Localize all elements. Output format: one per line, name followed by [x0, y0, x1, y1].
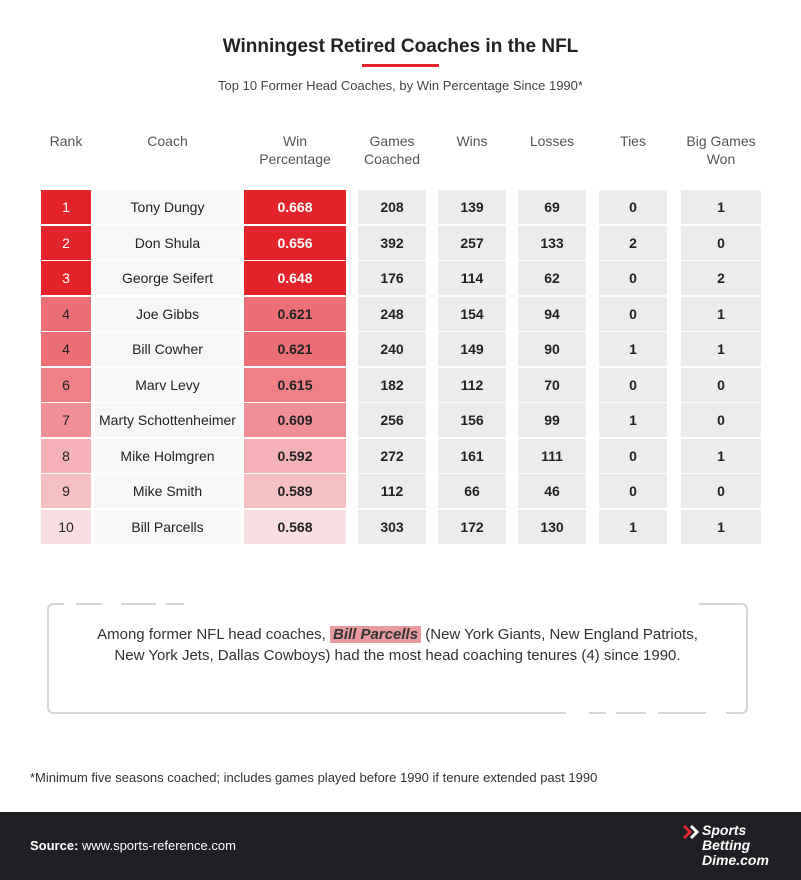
big-games-cell: 1 [681, 332, 761, 366]
big-games-cell: 1 [681, 510, 761, 544]
header-ties-text: Ties [620, 133, 646, 149]
ties-cell: 0 [599, 368, 667, 402]
rank-cell: 1 [41, 190, 91, 224]
footnote: *Minimum five seasons coached; includes games played before 1990 if tenure extended past 1990 [30, 770, 598, 785]
coach-cell: Tony Dungy [95, 190, 240, 224]
losses-cell: 90 [518, 332, 586, 366]
title-underline [362, 64, 439, 67]
rank-cell: 7 [41, 403, 91, 437]
coach-cell: Don Shula [95, 226, 240, 260]
ties-cell: 1 [599, 403, 667, 437]
win-pct-cell: 0.668 [244, 190, 346, 224]
ties-cell: 0 [599, 190, 667, 224]
ties-cell: 1 [599, 510, 667, 544]
ties-cell: 0 [599, 439, 667, 473]
header-win-pct-line2: Percentage [259, 151, 331, 167]
games-cell: 182 [358, 368, 426, 402]
big-games-cell: 1 [681, 190, 761, 224]
header-win-pct-line1: Win [282, 133, 308, 149]
brand-logo [682, 822, 782, 872]
wins-cell: 149 [438, 332, 506, 366]
callout-text [86, 624, 709, 666]
wins-cell: 161 [438, 439, 506, 473]
win-pct-cell: 0.589 [244, 474, 346, 508]
big-games-cell: 2 [681, 261, 761, 295]
header-losses [518, 132, 586, 150]
losses-cell: 46 [518, 474, 586, 508]
losses-cell: 62 [518, 261, 586, 295]
coach-cell: Marty Schottenheimer [95, 403, 240, 437]
coach-cell: Marv Levy [95, 368, 240, 402]
logo-line-2: Betting [702, 837, 751, 853]
header-coach [95, 132, 240, 150]
big-games-cell: 0 [681, 226, 761, 260]
rank-cell: 2 [41, 226, 91, 260]
rank-cell: 4 [41, 332, 91, 366]
source-label: Source: [30, 838, 79, 853]
coach-cell: Bill Cowher [95, 332, 240, 366]
big-games-cell: 1 [681, 439, 761, 473]
ties-cell: 0 [599, 474, 667, 508]
ties-cell: 0 [599, 297, 667, 331]
games-cell: 240 [358, 332, 426, 366]
ties-cell: 0 [599, 261, 667, 295]
losses-cell: 111 [518, 439, 586, 473]
wins-cell: 257 [438, 226, 506, 260]
header-big-games [681, 132, 761, 168]
callout-highlight: Bill Parcells [330, 626, 421, 643]
header-wins-text: Wins [456, 133, 488, 149]
big-games-cell: 1 [681, 297, 761, 331]
win-pct-cell: 0.568 [244, 510, 346, 544]
losses-cell: 94 [518, 297, 586, 331]
losses-cell: 133 [518, 226, 586, 260]
losses-cell: 70 [518, 368, 586, 402]
logo-line-1: Sports [702, 822, 747, 838]
wins-cell: 112 [438, 368, 506, 402]
header-coach-text: Coach [147, 133, 188, 149]
header-big-games-line2: Won [706, 151, 736, 167]
games-cell: 303 [358, 510, 426, 544]
source-text [30, 838, 236, 853]
games-cell: 272 [358, 439, 426, 473]
rank-cell: 6 [41, 368, 91, 402]
wins-cell: 172 [438, 510, 506, 544]
losses-cell: 69 [518, 190, 586, 224]
footer-bar [0, 812, 801, 880]
header-rank [41, 132, 91, 150]
losses-cell: 99 [518, 403, 586, 437]
chart-title: Winningest Retired Coaches in the NFL [222, 36, 579, 57]
ties-cell: 2 [599, 226, 667, 260]
rank-cell: 10 [41, 510, 91, 544]
ties-cell: 1 [599, 332, 667, 366]
header-games-line2: Coached [363, 151, 421, 167]
win-pct-cell: 0.621 [244, 332, 346, 366]
header-games-line1: Games [369, 133, 415, 149]
rank-cell: 8 [41, 439, 91, 473]
callout-text-before: Among former NFL head coaches, [97, 626, 331, 643]
games-cell: 112 [358, 474, 426, 508]
callout-box [46, 602, 749, 715]
coach-cell: Bill Parcells [95, 510, 240, 544]
big-games-cell: 0 [681, 474, 761, 508]
win-pct-cell: 0.615 [244, 368, 346, 402]
coach-cell: Joe Gibbs [95, 297, 240, 331]
rank-cell: 3 [41, 261, 91, 295]
win-pct-cell: 0.621 [244, 297, 346, 331]
source-value: www.sports-reference.com [78, 838, 236, 853]
header-rank-text: Rank [49, 133, 83, 149]
losses-cell: 130 [518, 510, 586, 544]
wins-cell: 139 [438, 190, 506, 224]
wins-cell: 154 [438, 297, 506, 331]
coach-cell: George Seifert [95, 261, 240, 295]
win-pct-cell: 0.648 [244, 261, 346, 295]
rank-cell: 4 [41, 297, 91, 331]
coach-cell: Mike Holmgren [95, 439, 240, 473]
big-games-cell: 0 [681, 403, 761, 437]
win-pct-cell: 0.656 [244, 226, 346, 260]
logo-mark-icon [682, 824, 700, 840]
games-cell: 392 [358, 226, 426, 260]
games-cell: 208 [358, 190, 426, 224]
games-cell: 176 [358, 261, 426, 295]
header-losses-text: Losses [529, 133, 575, 149]
rank-cell: 9 [41, 474, 91, 508]
win-pct-cell: 0.609 [244, 403, 346, 437]
games-cell: 248 [358, 297, 426, 331]
win-pct-cell: 0.592 [244, 439, 346, 473]
header-ties [599, 132, 667, 150]
wins-cell: 114 [438, 261, 506, 295]
games-cell: 256 [358, 403, 426, 437]
coach-cell: Mike Smith [95, 474, 240, 508]
header-games [358, 132, 426, 168]
header-win-pct [244, 132, 346, 168]
callout-text-after: (New York Giants, New England Patriots, New York Jets, Dallas Cowboys) had the most head coaching tenures (4) since 1990. [114, 626, 698, 664]
chart-subtitle: Top 10 Former Head Coaches, by Win Percentage Since 1990* [218, 78, 583, 93]
wins-cell: 156 [438, 403, 506, 437]
big-games-cell: 0 [681, 368, 761, 402]
logo-line-3: Dime.com [702, 852, 769, 868]
header-wins [438, 132, 506, 150]
wins-cell: 66 [438, 474, 506, 508]
header-big-games-line1: Big Games [686, 133, 756, 149]
